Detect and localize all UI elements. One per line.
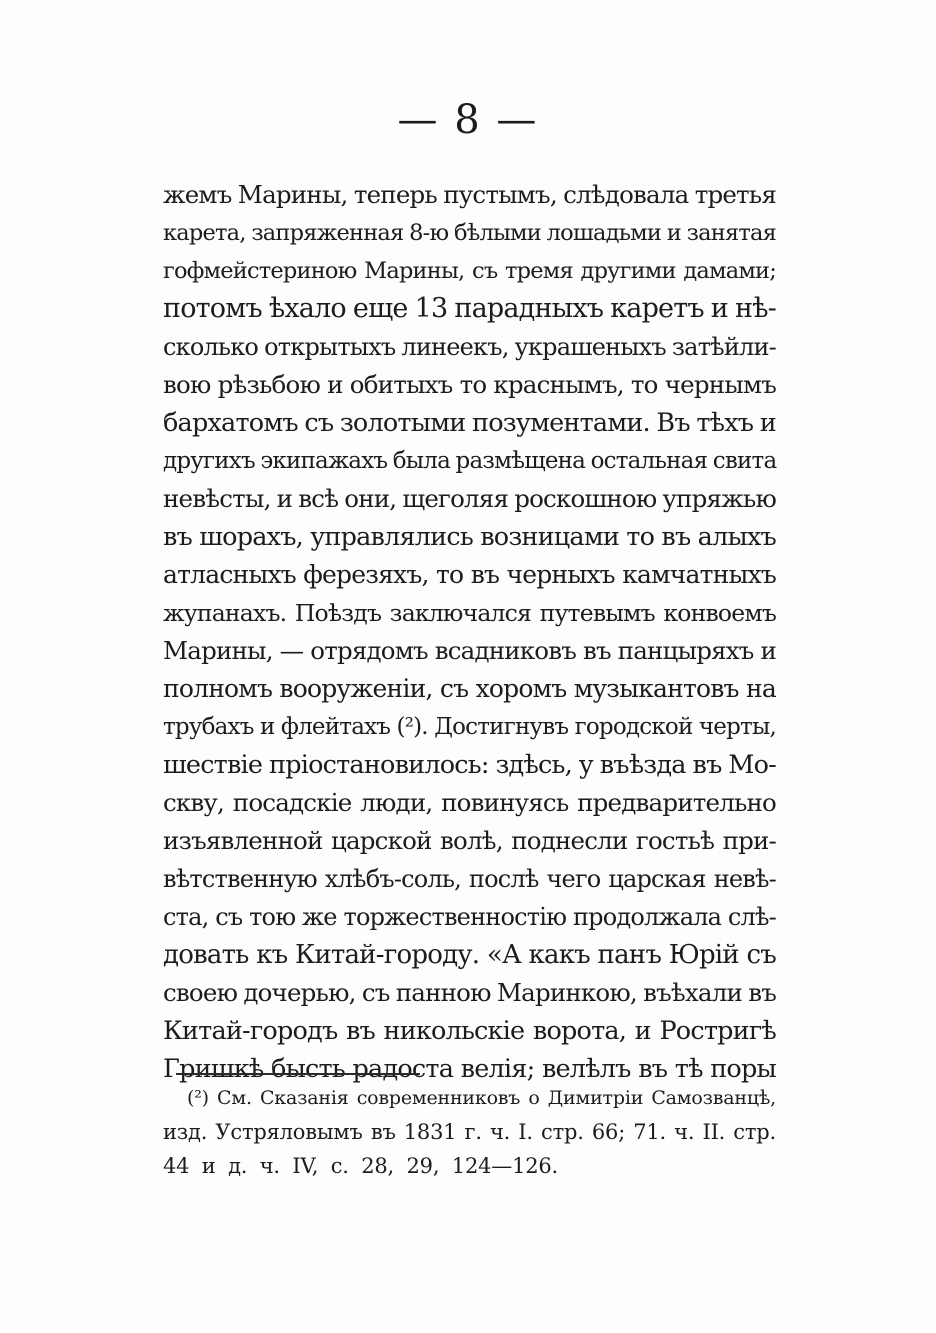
text-line: потомъ ѣхало еще 13 парадныхъ каретъ и нѣ- bbox=[163, 293, 776, 324]
page-number-header: — 8 — bbox=[397, 97, 539, 143]
footnote-line: (²) См. Сказанія современниковъ о Димитріи Самозванцѣ, bbox=[187, 1087, 776, 1109]
text-line: шествіе пріостановилось: здѣсь, у въѣзда въ Мо- bbox=[163, 750, 776, 780]
text-line: скву, посадскіе люди, повинуясь предварительно bbox=[163, 788, 776, 817]
text-line: жемъ Марины, теперь пустымъ, слѣдовала третья bbox=[163, 180, 776, 209]
text-line: своею дочерью, съ панною Маринкою, въѣхали въ bbox=[163, 978, 776, 1007]
footnote-line: изд. Устряловымъ въ 1831 г. ч. I. стр. 66; 71. ч. II. стр. bbox=[163, 1120, 776, 1144]
text-line: атласныхъ ферезяхъ, то въ черныхъ камчатныхъ bbox=[163, 560, 776, 589]
text-line: вою рѣзьбою и обитыхъ то краснымъ, то чернымъ bbox=[163, 370, 776, 399]
text-line: Китай-городъ въ никольскіе ворота, и Ростригѣ bbox=[163, 1016, 776, 1046]
text-line: Гришкѣ бысть радоста велія; велѣлъ въ тѣ поры bbox=[163, 1054, 776, 1084]
text-line: невѣсты, и всѣ они, щеголяя роскошною упряжью bbox=[163, 484, 776, 513]
text-line: трубахъ и флейтахъ (²). Достигнувъ городской черты, bbox=[163, 714, 776, 740]
text-line: другихъ экипажахъ была размѣщена остальная свита bbox=[163, 448, 777, 474]
text-line: бархатомъ съ золотыми позументами. Въ тѣхъ и bbox=[163, 408, 776, 438]
text-line: довать къ Китай-городу. «А какъ панъ Юрій съ bbox=[163, 940, 776, 970]
text-line: изъявленной царской волѣ, поднесли гостьѣ при- bbox=[163, 826, 776, 855]
text-line: въ шорахъ, управлялись возницами то въ алыхъ bbox=[163, 522, 776, 552]
text-line: ста, съ тою же торжественностію продолжала слѣ- bbox=[163, 903, 776, 931]
text-line: сколько открытыхъ линеекъ, украшеныхъ затѣйли- bbox=[163, 333, 776, 361]
footnote-divider bbox=[176, 1073, 420, 1075]
text-line: жупанахъ. Поѣздъ заключался путевымъ конвоемъ bbox=[163, 599, 776, 627]
text-line: гофмейстериною Марины, съ тремя другими дамами; bbox=[163, 258, 776, 284]
footnote-line: 44 и д. ч. IV, с. 28, 29, 124—126. bbox=[163, 1154, 559, 1178]
main-text-block bbox=[163, 176, 776, 1088]
text-line: вѣтственную хлѣбъ-соль, послѣ чего царская невѣ- bbox=[163, 865, 776, 893]
text-line: карета, запряженная 8-ю бѣлыми лошадьми и занятая bbox=[163, 220, 776, 246]
footnote-block bbox=[163, 1081, 776, 1183]
text-line: Марины, — отрядомъ всадниковъ въ панцыряхъ и bbox=[163, 636, 776, 665]
text-line: полномъ вооруженіи, съ хоромъ музыкантовъ на bbox=[163, 674, 776, 703]
